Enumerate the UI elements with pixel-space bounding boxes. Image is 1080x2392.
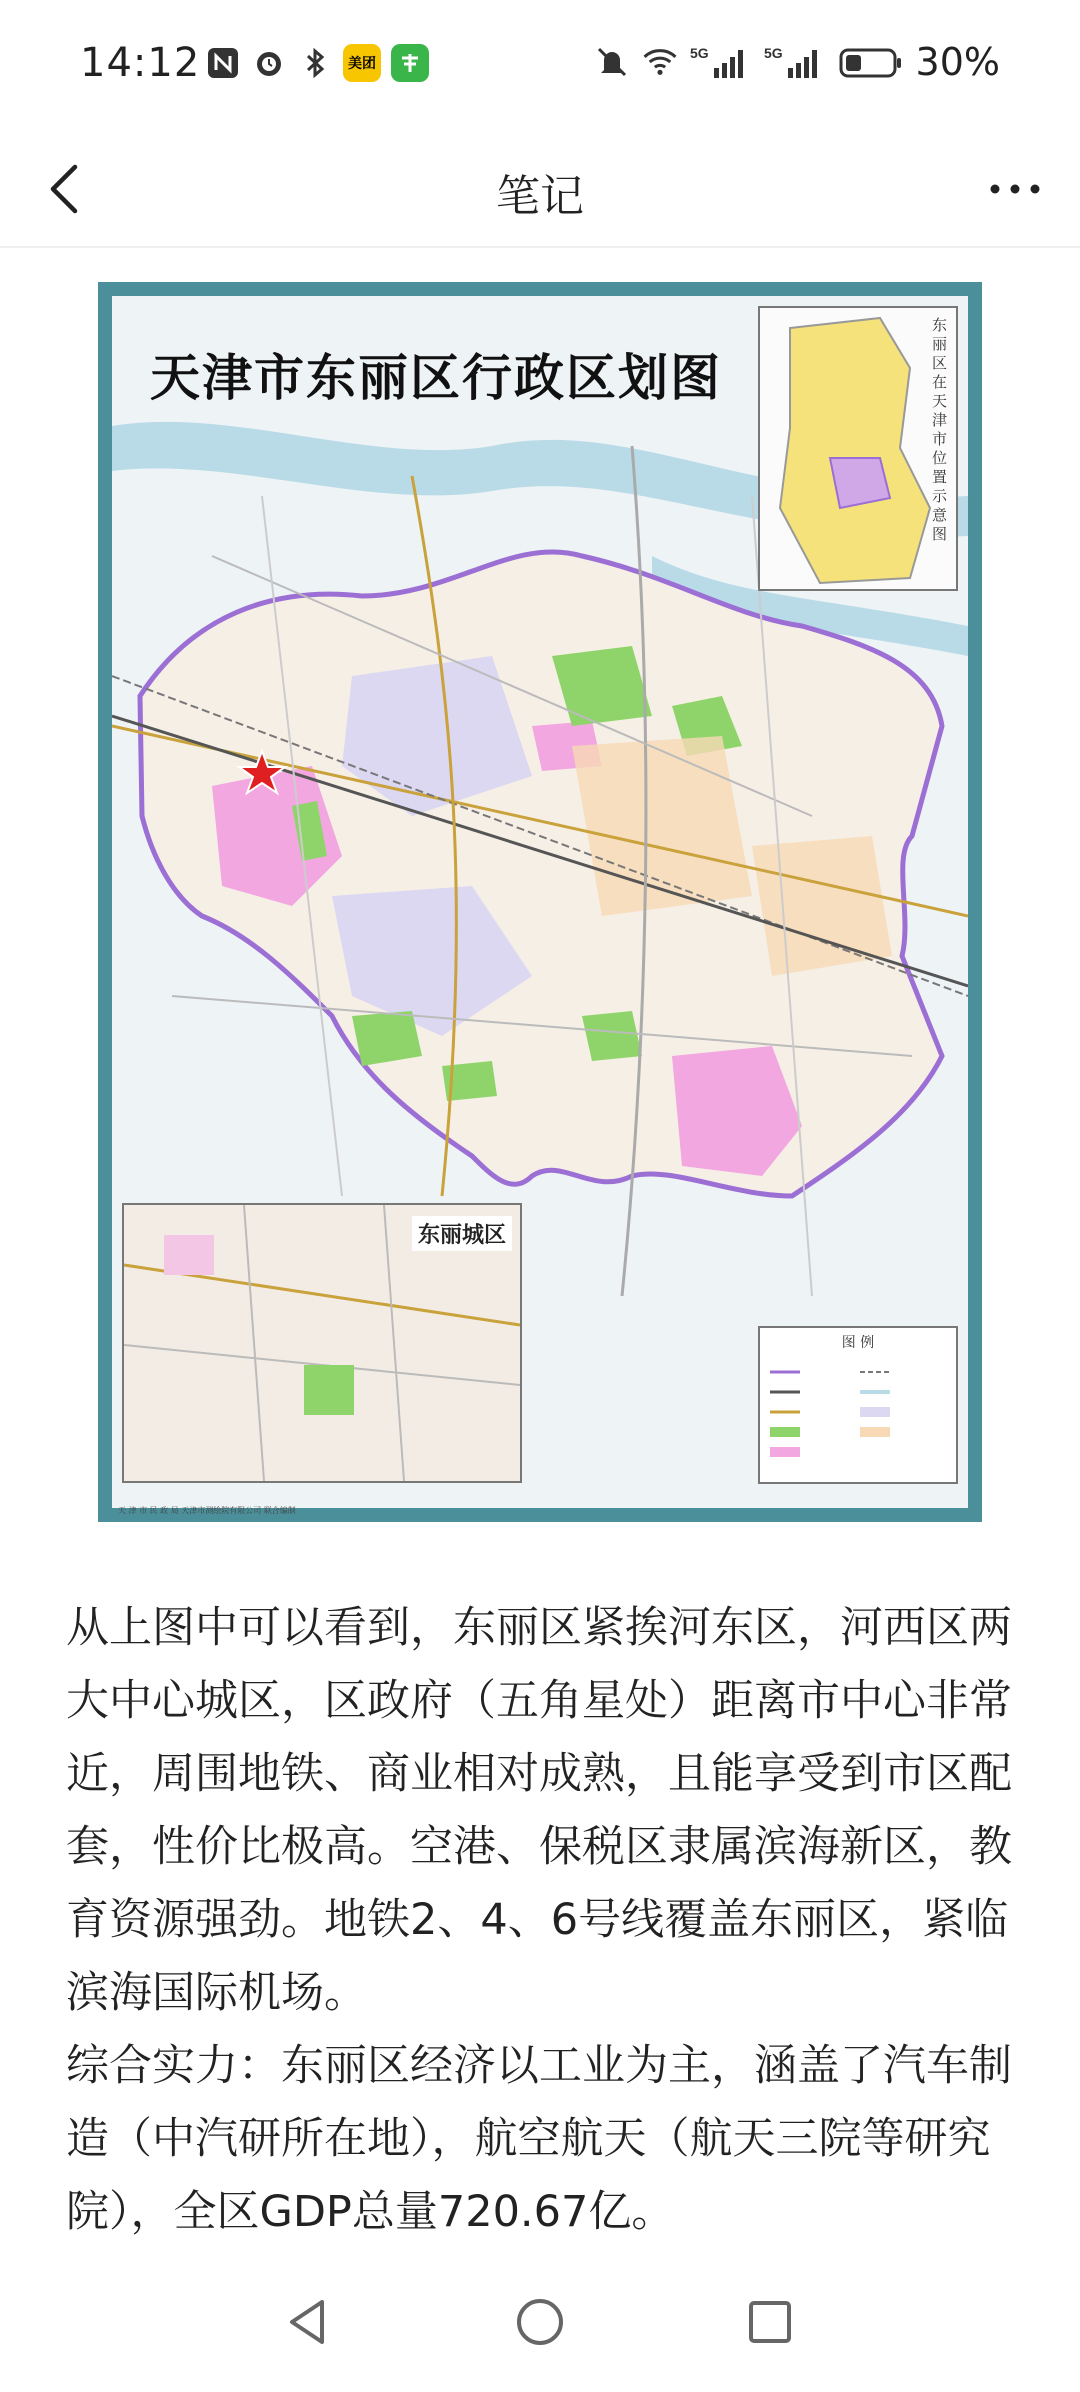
map-footer-publisher: 天 津 市 民 政 局 天津市测绘院有限公司 联合编制 (118, 1506, 296, 1515)
inset-map (758, 306, 958, 591)
meituan-app-icon: 美团 (343, 44, 381, 82)
nav-back-button[interactable] (260, 2274, 356, 2370)
more-options-button[interactable] (980, 154, 1050, 224)
nfc-icon (205, 45, 241, 81)
map-footer (98, 1504, 982, 1522)
article-body (66, 1592, 1014, 2249)
svg-text:5G: 5G (763, 45, 783, 61)
nav-recents-button[interactable] (722, 2274, 818, 2370)
green-app-icon (391, 44, 429, 82)
svg-text:5G: 5G (689, 45, 709, 61)
battery-icon (838, 44, 904, 80)
status-bar (0, 0, 1080, 130)
title-divider (0, 246, 1080, 248)
map-canvas (112, 296, 968, 1508)
nav-home-button[interactable] (492, 2274, 588, 2370)
sub-map-label: 东丽城区 (412, 1216, 512, 1251)
bluetooth-icon (297, 45, 333, 81)
map-image[interactable] (98, 282, 982, 1522)
square-recents-icon (744, 2296, 796, 2348)
title-bar (0, 130, 1080, 248)
circle-home-icon (514, 2296, 566, 2348)
map-frame (98, 282, 982, 1522)
more-dots-icon (987, 179, 1043, 199)
article-paragraph-2: 综合实力：东丽区经济以工业为主，涵盖了汽车制造（中汽研所在地），航空航天（航天三院等研究院），全区GDP总量720.67亿。 (66, 2041, 1012, 2237)
system-nav-bar (0, 2252, 1080, 2392)
page-title: 笔记 (496, 171, 584, 222)
status-time: 14:12 (80, 40, 201, 86)
status-right-icons (594, 40, 1000, 84)
map-legend (758, 1326, 958, 1484)
alarm-icon (251, 45, 287, 81)
battery-percent: 30% (915, 40, 1000, 84)
wifi-icon (642, 44, 678, 80)
legend-title: 图 例 (841, 1335, 875, 1351)
triangle-back-icon (282, 2296, 334, 2348)
inset-label: 东丽区在天津市位置示意图 (932, 316, 948, 543)
article-paragraph-1: 从上图中可以看到，东丽区紧挨河东区，河西区两大中心城区，区政府（五角星处）距离市中心非常近，周围地铁、商业相对成熟，且能享受到市区配套，性价比极高。空港、保税区隶属滨海新区，教育资源强劲。地铁2、4、6号线覆盖东丽区，紧临滨海国际机场。 (66, 1603, 1012, 2018)
status-left-icons (205, 44, 429, 82)
mute-icon (594, 44, 630, 80)
signal-5g-icon-1 (690, 44, 752, 80)
map-title: 天津市东丽区行政区划图 (150, 348, 722, 407)
signal-5g-icon-2 (764, 44, 826, 80)
